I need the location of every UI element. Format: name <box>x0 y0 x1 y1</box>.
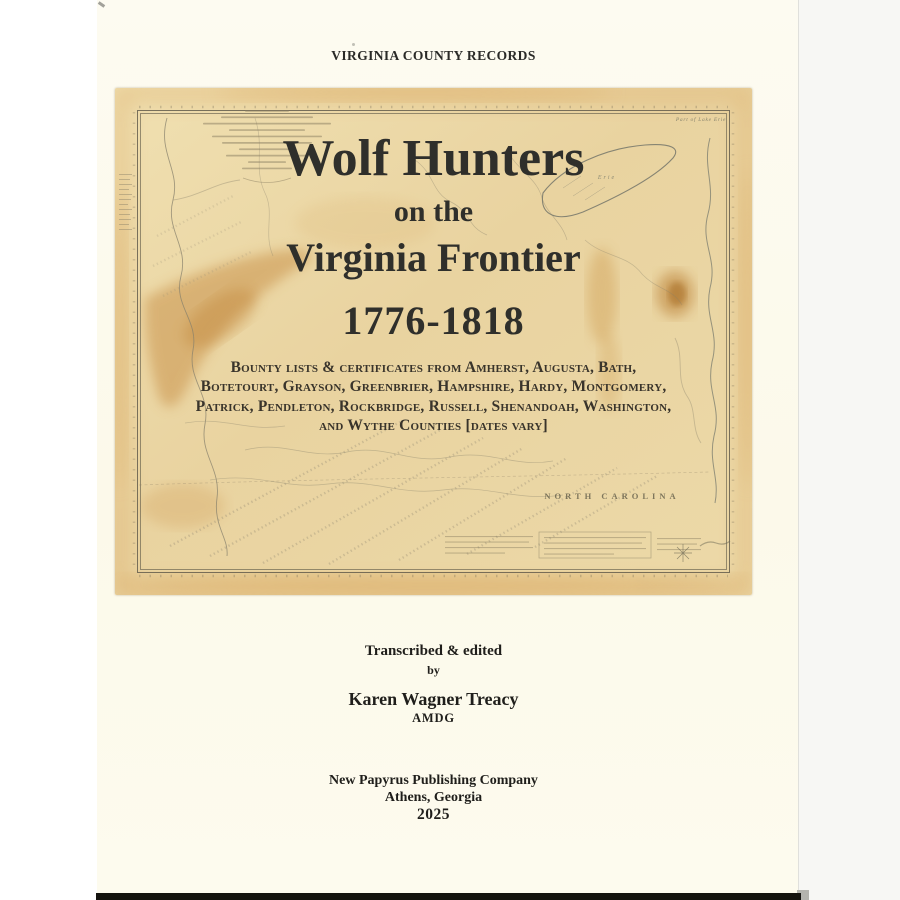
publisher-name: New Papyrus Publishing Company <box>329 773 538 788</box>
subtitle-line: and Wythe Counties [dates vary] <box>319 417 548 435</box>
north-carolina-label: NORTH CAROLINA <box>544 491 680 501</box>
publication-year: 2025 <box>417 806 450 823</box>
book-subtitle <box>115 358 752 436</box>
subtitle-line: Patrick, Pendleton, Rockbridge, Russell, Shenandoah, Washington, <box>195 397 672 415</box>
book-title-years: 1776-1818 <box>342 298 525 343</box>
book-cover-page <box>97 0 798 894</box>
lake-name-label: Erie <box>597 175 617 181</box>
book-title-line-1: Wolf Hunters <box>282 130 585 187</box>
series-header: VIRGINIA COUNTY RECORDS <box>331 48 536 63</box>
cover-content <box>97 0 770 894</box>
book-title-line-3: Virginia Frontier <box>286 235 581 280</box>
author-motto: AMDG <box>412 711 455 725</box>
subtitle-line: Botetourt, Grayson, Greenbrier, Hampshire, Hardy, Montgomery, <box>200 378 667 396</box>
book-bottom-edge <box>96 893 801 900</box>
photo-background-strip <box>798 0 900 900</box>
book-title-line-2: on the <box>393 195 474 228</box>
credit-role: Transcribed & edited <box>364 643 503 659</box>
author-name: Karen Wagner Treacy <box>348 689 519 709</box>
credit-by: by <box>427 663 440 677</box>
title-overlay <box>115 88 752 595</box>
antique-map-image <box>115 88 752 595</box>
subtitle-line: Bounty lists & certificates from Amherst, Augusta, Bath, <box>230 359 637 376</box>
lake-caption-label: Part of Lake Erie <box>675 117 727 123</box>
publisher-location: Athens, Georgia <box>384 790 483 805</box>
